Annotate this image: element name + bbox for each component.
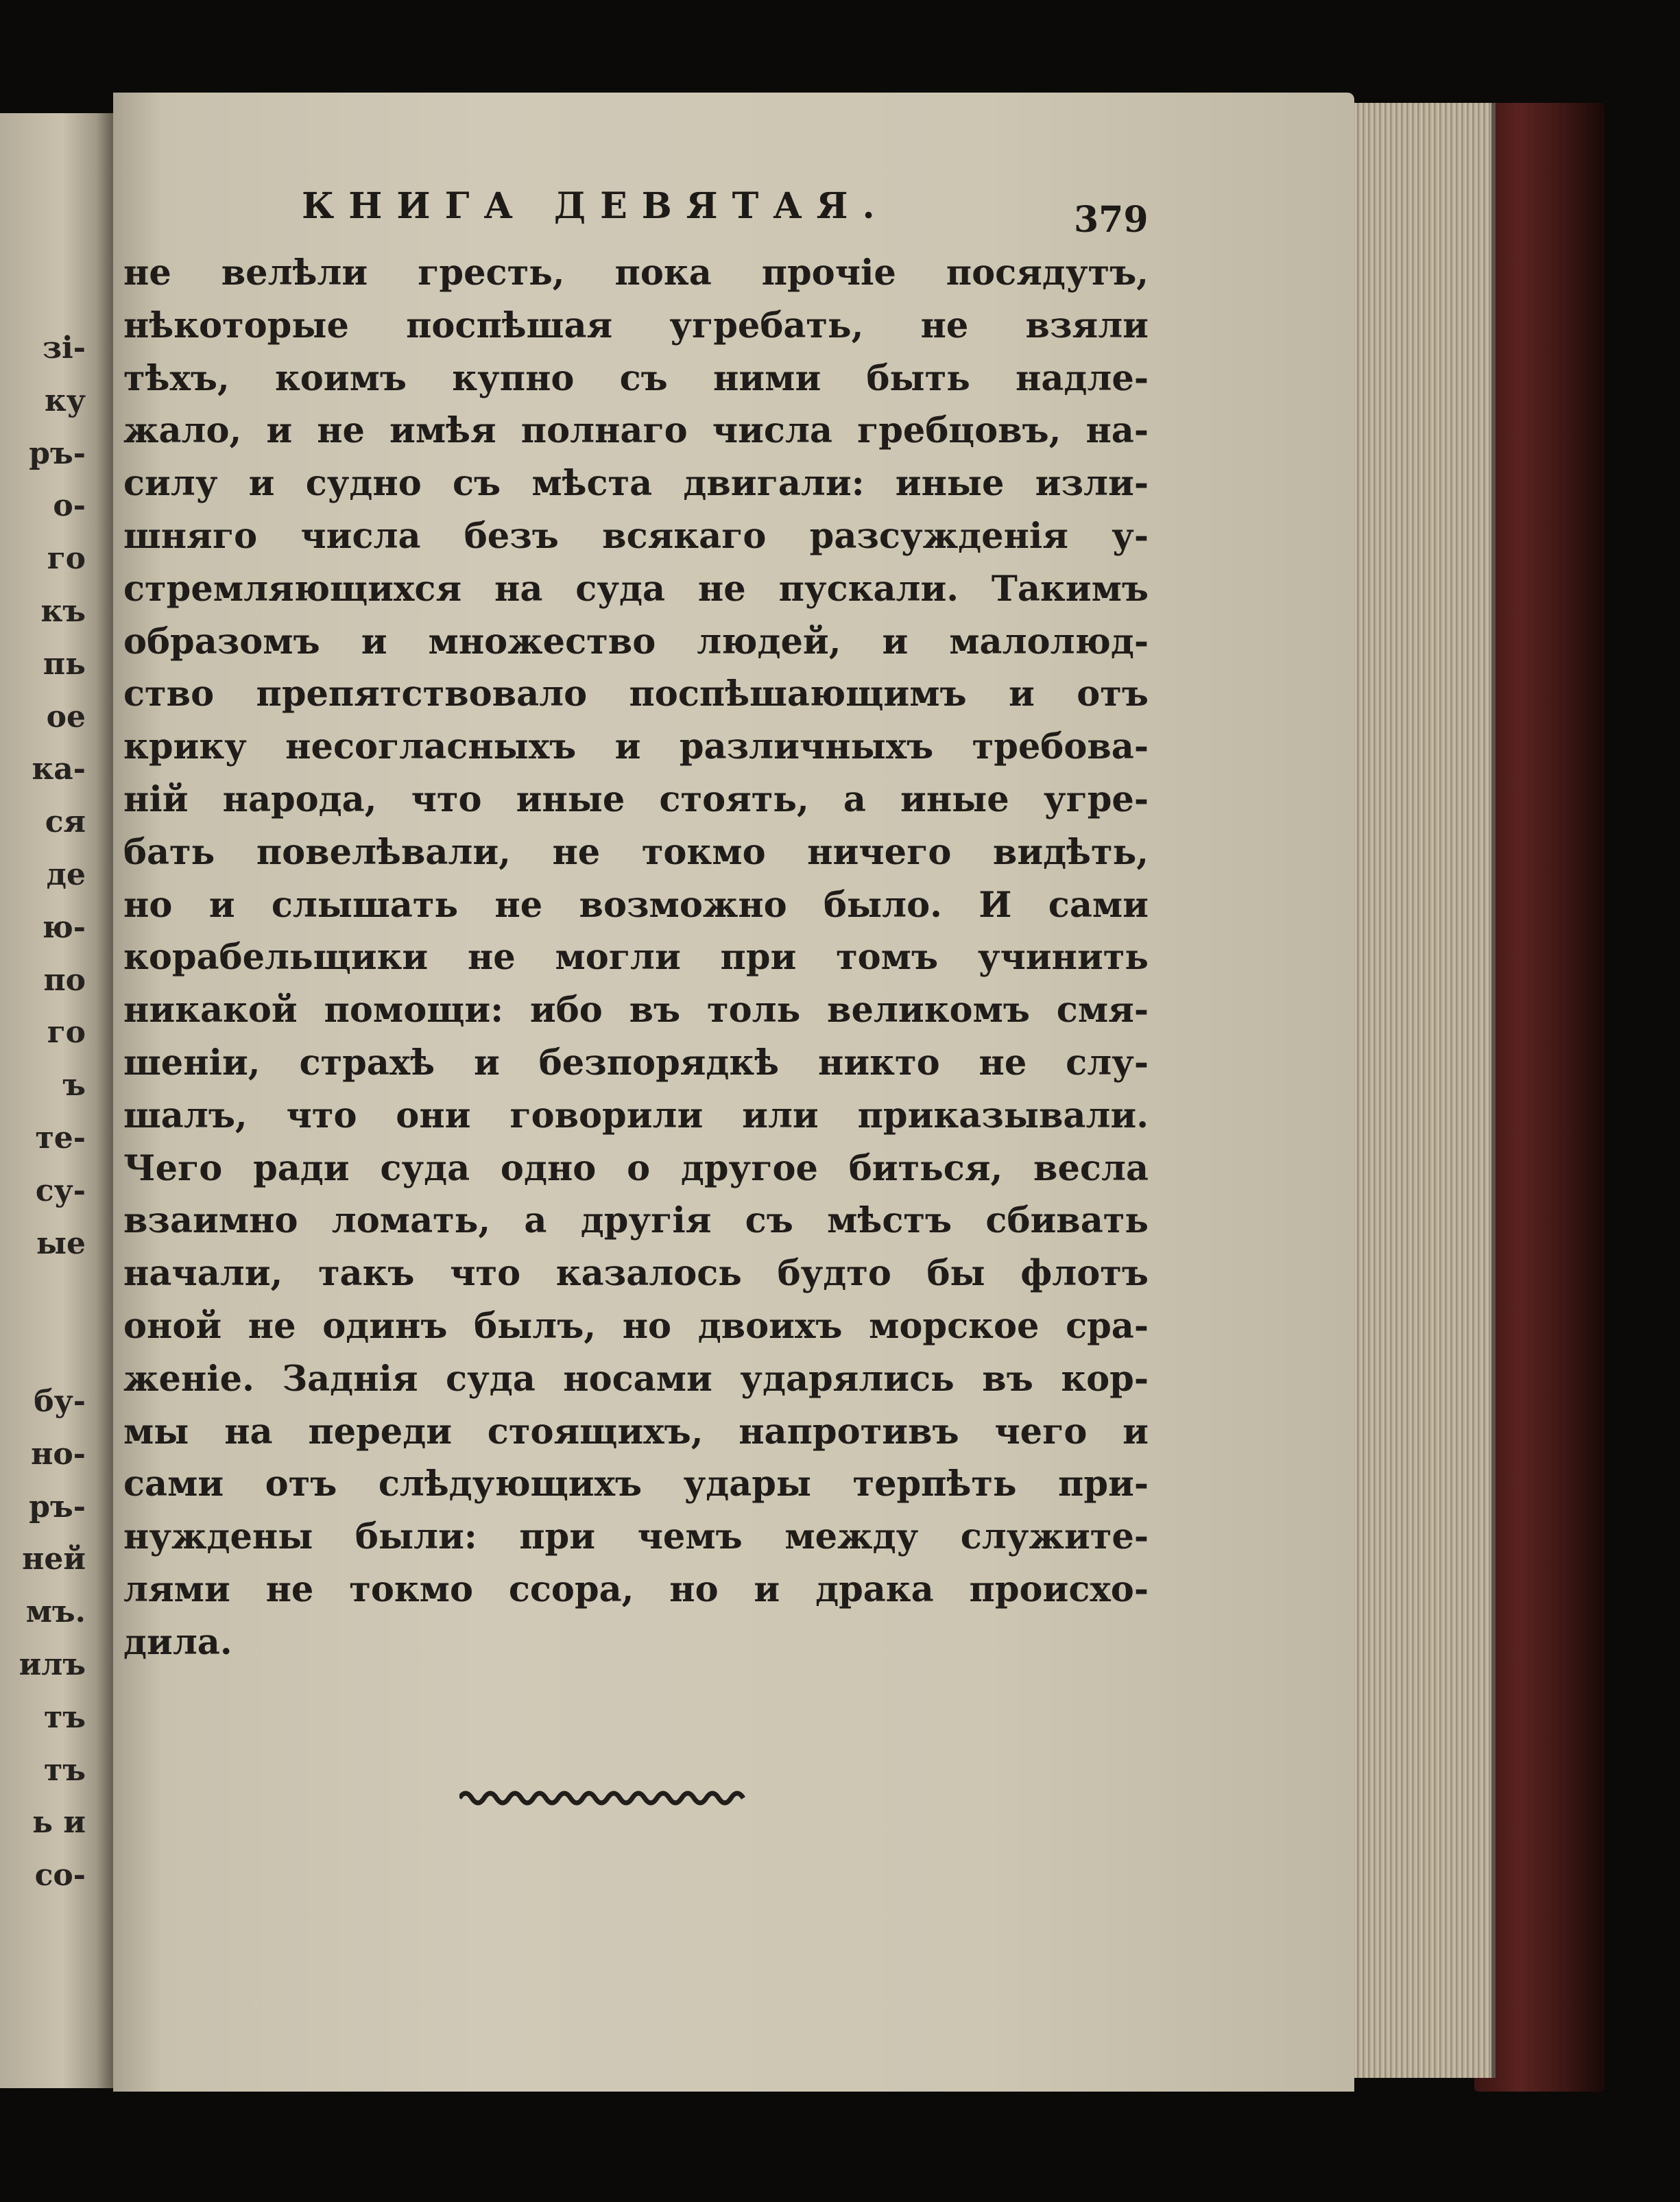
text-line: жало, и не имѣя полнаго числа гребцовъ, на- [123, 410, 1149, 452]
facing-page-fragment: ръ- [29, 435, 86, 471]
text-line: шняго числа безъ всякаго разсужденія у- [123, 515, 1149, 557]
text-line: мы на переди стоящихъ, напротивъ чего и [123, 1411, 1149, 1452]
text-line: но и слышать не возможно было. И сами [123, 884, 1149, 926]
facing-page-fragment: ней [22, 1542, 86, 1577]
running-head: КНИГА ДЕВЯТАЯ. [302, 185, 889, 227]
facing-page-fragment: ъ [62, 1068, 86, 1103]
facing-page-fragment: ое [46, 699, 86, 734]
text-line: ство препятствовало поспѣшающимъ и отъ [123, 673, 1149, 715]
facing-page-fragment: ь и [32, 1805, 86, 1841]
facing-page-fragment: но- [31, 1436, 86, 1472]
text-line: силу и судно съ мѣста двигали: иные изли- [123, 463, 1149, 505]
facing-page-fragment: бу- [34, 1383, 86, 1419]
facing-page-fragment: по [43, 962, 86, 998]
text-line: сами отъ слѣдующихъ удары терпѣть при- [123, 1463, 1149, 1505]
text-line: шеніи, страхѣ и безпорядкѣ никто не слу- [123, 1042, 1149, 1084]
text-line: бать повелѣвали, не токмо ничего видѣть, [123, 831, 1149, 873]
facing-page-fragment: ръ- [29, 1489, 86, 1524]
wavy-rule-icon [459, 1783, 747, 1810]
text-line: начали, такъ что казалось будто бы флотъ [123, 1253, 1149, 1295]
facing-page-fragment [0, 1323, 86, 1376]
facing-page-fragment: тъ [43, 1752, 86, 1788]
facing-page-fragment: ку [45, 383, 86, 418]
text-line: шалъ, что они говорили или приказывали. [123, 1094, 1149, 1136]
facing-page-fragment: те- [35, 1120, 86, 1156]
text-line: стремляющихся на суда не пускали. Такимъ [123, 568, 1149, 610]
facing-page-fragment: къ [40, 593, 86, 629]
text-line: дила. [123, 1621, 232, 1663]
page-block-edges [1354, 103, 1496, 2078]
text-line: взаимно ломать, а другія съ мѣстъ сбивать [123, 1200, 1149, 1242]
text-line: нуждены были: при чемъ между служите- [123, 1516, 1149, 1558]
facing-page-fragment: пь [43, 646, 86, 682]
facing-page-fragment: тъ [43, 1699, 86, 1735]
facing-page-fragment: су- [35, 1173, 86, 1208]
text-line: женіе. Заднія суда носами ударялись въ кор- [123, 1358, 1149, 1400]
text-line: не велѣли гресть, пока прочіе посядутъ, [123, 252, 1149, 294]
facing-page-fragment: мъ. [25, 1594, 86, 1630]
facing-page-fragment: ые [36, 1225, 86, 1261]
facing-page-fragment: ся [45, 804, 86, 840]
body-text [123, 247, 1149, 1669]
facing-page-fragment: де [46, 857, 86, 892]
text-line: образомъ и множество людей, и малолюд- [123, 621, 1149, 662]
facing-page-fragment: со- [34, 1858, 86, 1893]
text-line: Чего ради суда одно о другое биться, весла [123, 1147, 1149, 1189]
page-number: 379 [1074, 199, 1149, 241]
text-line: крику несогласныхъ и различныхъ требова- [123, 726, 1149, 768]
facing-page-fragment: го [47, 541, 86, 577]
text-line: никакой помощи: ибо въ толь великомъ смя- [123, 990, 1149, 1031]
text-line: оной не одинъ былъ, но двоихъ морское сра- [123, 1305, 1149, 1347]
text-line: нѣкоторые поспѣшая угребать, не взяли [123, 304, 1149, 346]
facing-page-fragment: го [47, 1015, 86, 1051]
facing-page-fragment: илъ [19, 1647, 86, 1682]
text-line: тѣхъ, коимъ купно съ ними быть надле- [123, 357, 1149, 399]
facing-page-fragment: о- [53, 488, 86, 524]
facing-page-fragment: ка- [32, 752, 86, 787]
facing-page-fragment: зі- [42, 331, 86, 366]
facing-page-fragment: ю- [42, 909, 86, 945]
text-line: корабельщики не могли при томъ учинить [123, 937, 1149, 979]
facing-page-text [0, 322, 86, 1902]
text-line: лями не токмо ссора, но и драка происхо- [123, 1568, 1149, 1610]
facing-page-fragment [0, 1270, 86, 1323]
text-line: ній народа, что иные стоять, а иные угре- [123, 778, 1149, 820]
